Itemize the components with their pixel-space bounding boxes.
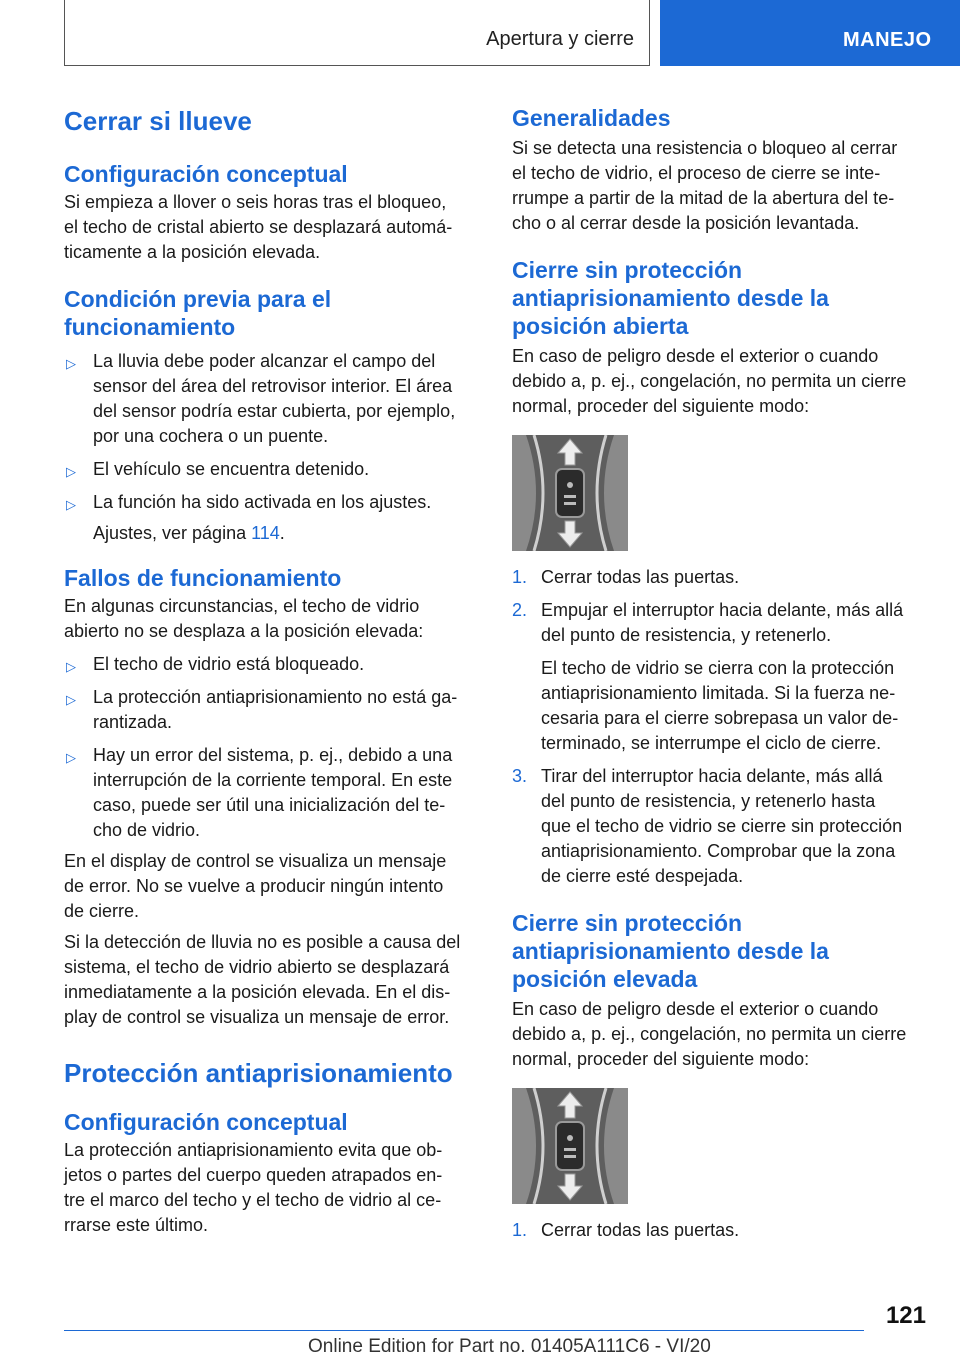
close-open-text: En caso de peligro desde el exterior o cuando debido a, p. ej., congelación, no permita un cierre normal, proceder del siguiente modo: [512,346,907,416]
edition-text: Online Edition for Part no. 01405A111C6 - VI/20 [308,1336,711,1357]
left-column [64,100,482,1238]
triangle-bullet-icon: ▷ [66,692,76,707]
list-item: ▷ La función ha sido activada en los ajustes. [64,490,482,515]
step-item: 1. Cerrar todas las puertas. [512,567,740,587]
general-text: Si se detecta una resistencia o bloqueo al cerrar el techo de vidrio, el proceso de cierre se inte- rrumpe a partir de la mitad de la abertura del te- cho o al cerrar desde la posición levantada. [512,138,898,233]
triangle-bullet-icon: ▷ [66,464,76,479]
right-column [512,100,932,1243]
roof-switch-icon [512,435,628,551]
list-item: ▷ La protección antiaprisionamiento no está ga- rantizada. [66,687,458,732]
step-item: 3. Tirar del interruptor hacia delante, más allá del punto de resistencia, y retenerlo hasta que el techo de vidrio se cierre sin protección antiaprisionamiento. Comprobar que la zona de cierre esté despejada. [512,766,903,886]
settings-reference: Ajustes, ver página 114. [93,523,285,543]
footer-divider [64,1330,864,1331]
close-raised-text: En caso de peligro desde el exterior o cuando debido a, p. ej., congelación, no permita un cierre normal, proceder del siguiente modo: [512,999,907,1069]
display-message-text: En el display de control se visualiza un mensaje de error. No se vuelve a producir ningún intento de cierre. [64,851,447,921]
switch-illustration [512,1088,628,1204]
heading-anti-trap: Protección antiaprisionamiento [64,1058,453,1088]
concept-text: Si empieza a llover o seis horas tras el bloqueo, el techo de cristal abierto se desplazará automá- ticamente a la posición elevada. [64,192,453,262]
heading-concept: Configuración conceptual [64,161,348,187]
roof-switch-icon [512,1088,628,1204]
step-item: 1. Cerrar todas las puertas. [512,1220,740,1240]
malfunction-text: En algunas circunstancias, el techo de vidrio abierto no se desplaza a la posición elevada: [64,596,424,641]
heading-rain-close: Cerrar si llueve [64,106,252,136]
heading-general: Generalidades [512,105,671,131]
chapter-tab[interactable]: MANEJO [660,0,960,66]
page-number: 121 [885,1302,926,1329]
section-title: Apertura y cierre [486,28,634,50]
page-link[interactable]: 114 [251,523,280,543]
heading-close-open: Cierre sin protección antiaprisionamiento desde la posición abierta [512,257,829,339]
rain-detection-text: Si la detección de lluvia no es posible a causa del sistema, el techo de vidrio abierto se desplazará inmediatamente a la posición elevada. En el dis- play de control se visualiza un mensaje de error. [64,932,461,1027]
step-item: 2. Empujar el interruptor hacia delante, más allá del punto de resistencia, y retenerlo. [512,600,904,645]
list-item: ▷ El vehículo se encuentra detenido. [64,457,482,482]
step-note: El techo de vidrio se cierra con la protección antiaprisionamiento limitada. Si la fuerza ne- cesaria para el cierre sobrepasa un valor de- terminado, se interrumpe el ciclo de cierre. [541,658,899,753]
triangle-bullet-icon: ▷ [66,497,76,512]
triangle-bullet-icon: ▷ [66,750,76,765]
triangle-bullet-icon: ▷ [66,356,76,371]
heading-malfunctions: Fallos de funcionamiento [64,565,342,591]
switch-illustration [512,435,628,551]
list-item: ▷ La lluvia debe poder alcanzar el campo del sensor del área del retrovisor interior. El área del sensor podría estar cubierta, por ejemplo, por una cochera o un puente. [66,351,456,446]
anti-trap-text: La protección antiaprisionamiento evita que ob- jetos o partes del cuerpo queden atrapados en- tre el marco del techo y el techo de vidrio al ce- rrarse este último. [64,1140,443,1235]
list-item: ▷ El techo de vidrio está bloqueado. [64,652,482,677]
triangle-bullet-icon: ▷ [66,659,76,674]
heading-close-raised: Cierre sin protección antiaprisionamiento desde la posición elevada [512,910,829,992]
list-item: ▷ Hay un error del sistema, p. ej., debido a una interrupción de la corriente temporal. En este caso, puede ser útil una inicialización del te- cho de vidrio. [66,745,453,840]
heading-precondition: Condición previa para el funcionamiento [64,286,332,340]
heading-concept-2: Configuración conceptual [64,1109,348,1135]
